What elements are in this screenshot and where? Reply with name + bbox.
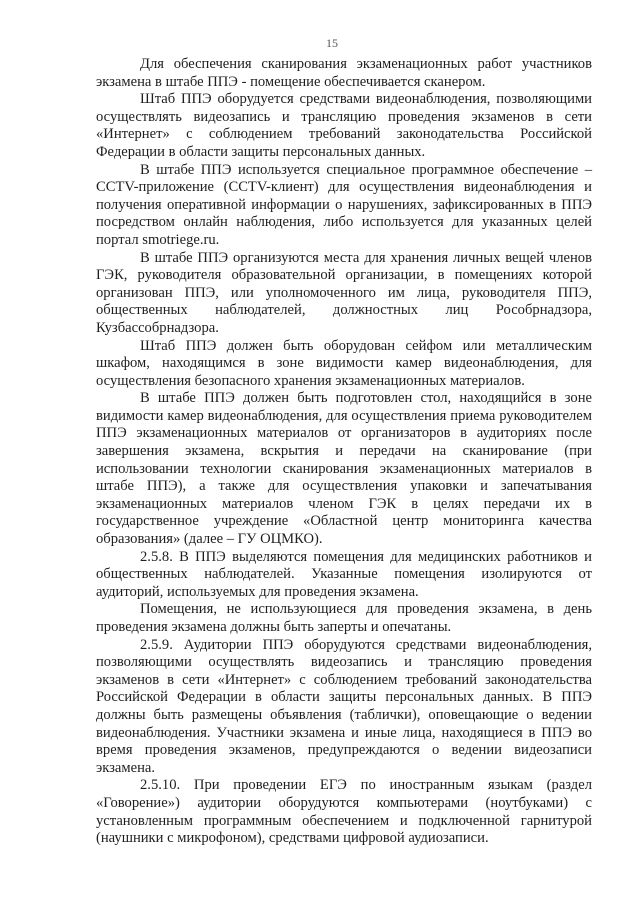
paragraph-sealed-rooms: Помещения, не использующиеся для проведения экзамена, в день проведения экзамена должны быть заперты и опечатаны. — [96, 601, 592, 635]
paragraph-cctv-software: В штабе ППЭ используется специальное программное обеспечение – CCTV-приложение (CCTV-клиент) для осуществления видеонаблюдения и получения оперативной информации о нарушениях, зафиксированных в ППЭ посредством онлайн наблюдения, либо используется для указанных целей портал smotriege.ru. — [96, 161, 592, 248]
paragraph-2-5-8: 2.5.8. В ППЭ выделяются помещения для медицинских работников и общественных наблюдателей. Указанные помещения изолируются от аудиторий, используемых для проведения экзамена. — [96, 548, 592, 600]
paragraph-scanner: Для обеспечения сканирования экзаменационных работ участников экзамена в штабе ППЭ - помещение обеспечивается сканером. — [96, 56, 592, 90]
paragraph-reception-table: В штабе ППЭ должен быть подготовлен стол, находящийся в зоне видимости камер видеонаблюдения, для осуществления приема руководителем ППЭ экзаменационных материалов от организаторов в аудиториях после завершения экзамена, вскрытия и передачи на сканирование (при использовании технологии сканирования экзаменационных материалов в штабе ППЭ), а также для осуществления упаковки и запечатывания экзаменационных материалов членом ГЭК в целях передачи их в государственное учреждение «Областной центр мониторинга качества образования» (далее – ГУ ОЦМКО). — [96, 390, 592, 548]
paragraph-hq-video: Штаб ППЭ оборудуется средствами видеонаблюдения, позволяющими осуществлять видеозапись и трансляцию проведения экзаменов в сети «Интернет» с соблюдением требований законодательства Российской Федерации в области защиты персональных данных. — [96, 91, 592, 160]
page-number: 15 — [326, 36, 338, 50]
paragraph-personal-storage: В штабе ППЭ организуются места для хранения личных вещей членов ГЭК, руководителя образовательной организации, в помещениях которой организован ППЭ, или уполномоченного им лица, руководителя ППЭ, общественных наблюдателей, должностных лиц Рособрнадзора, Кузбассобрнадзора. — [96, 249, 592, 336]
document-body — [96, 56, 592, 848]
paragraph-safe: Штаб ППЭ должен быть оборудован сейфом или металлическим шкафом, находящимся в зоне видимости камер видеонаблюдения, для осуществления безопасного хранения экзаменационных материалов. — [96, 337, 592, 389]
paragraph-2-5-10: 2.5.10. При проведении ЕГЭ по иностранным языкам (раздел «Говорение») аудитории оборудуются компьютерами (ноутбуками) с установленным программным обеспечением и подключенной гарнитурой (наушники с микрофоном), средствами цифровой аудиозаписи. — [96, 777, 592, 847]
paragraph-2-5-9: 2.5.9. Аудитории ППЭ оборудуются средствами видеонаблюдения, позволяющими осуществлять видеозапись и трансляцию проведения экзаменов в сети «Интернет» с соблюдением требований законодательства Российской Федерации в области защиты персональных данных. В ППЭ должны быть размещены объявления (таблички), оповещающие о ведении видеонаблюдения. Участники экзамена и иные лица, находящиеся в ППЭ во время проведения экзаменов, предупреждаются о ведении видеозаписи экзамена. — [96, 636, 592, 776]
